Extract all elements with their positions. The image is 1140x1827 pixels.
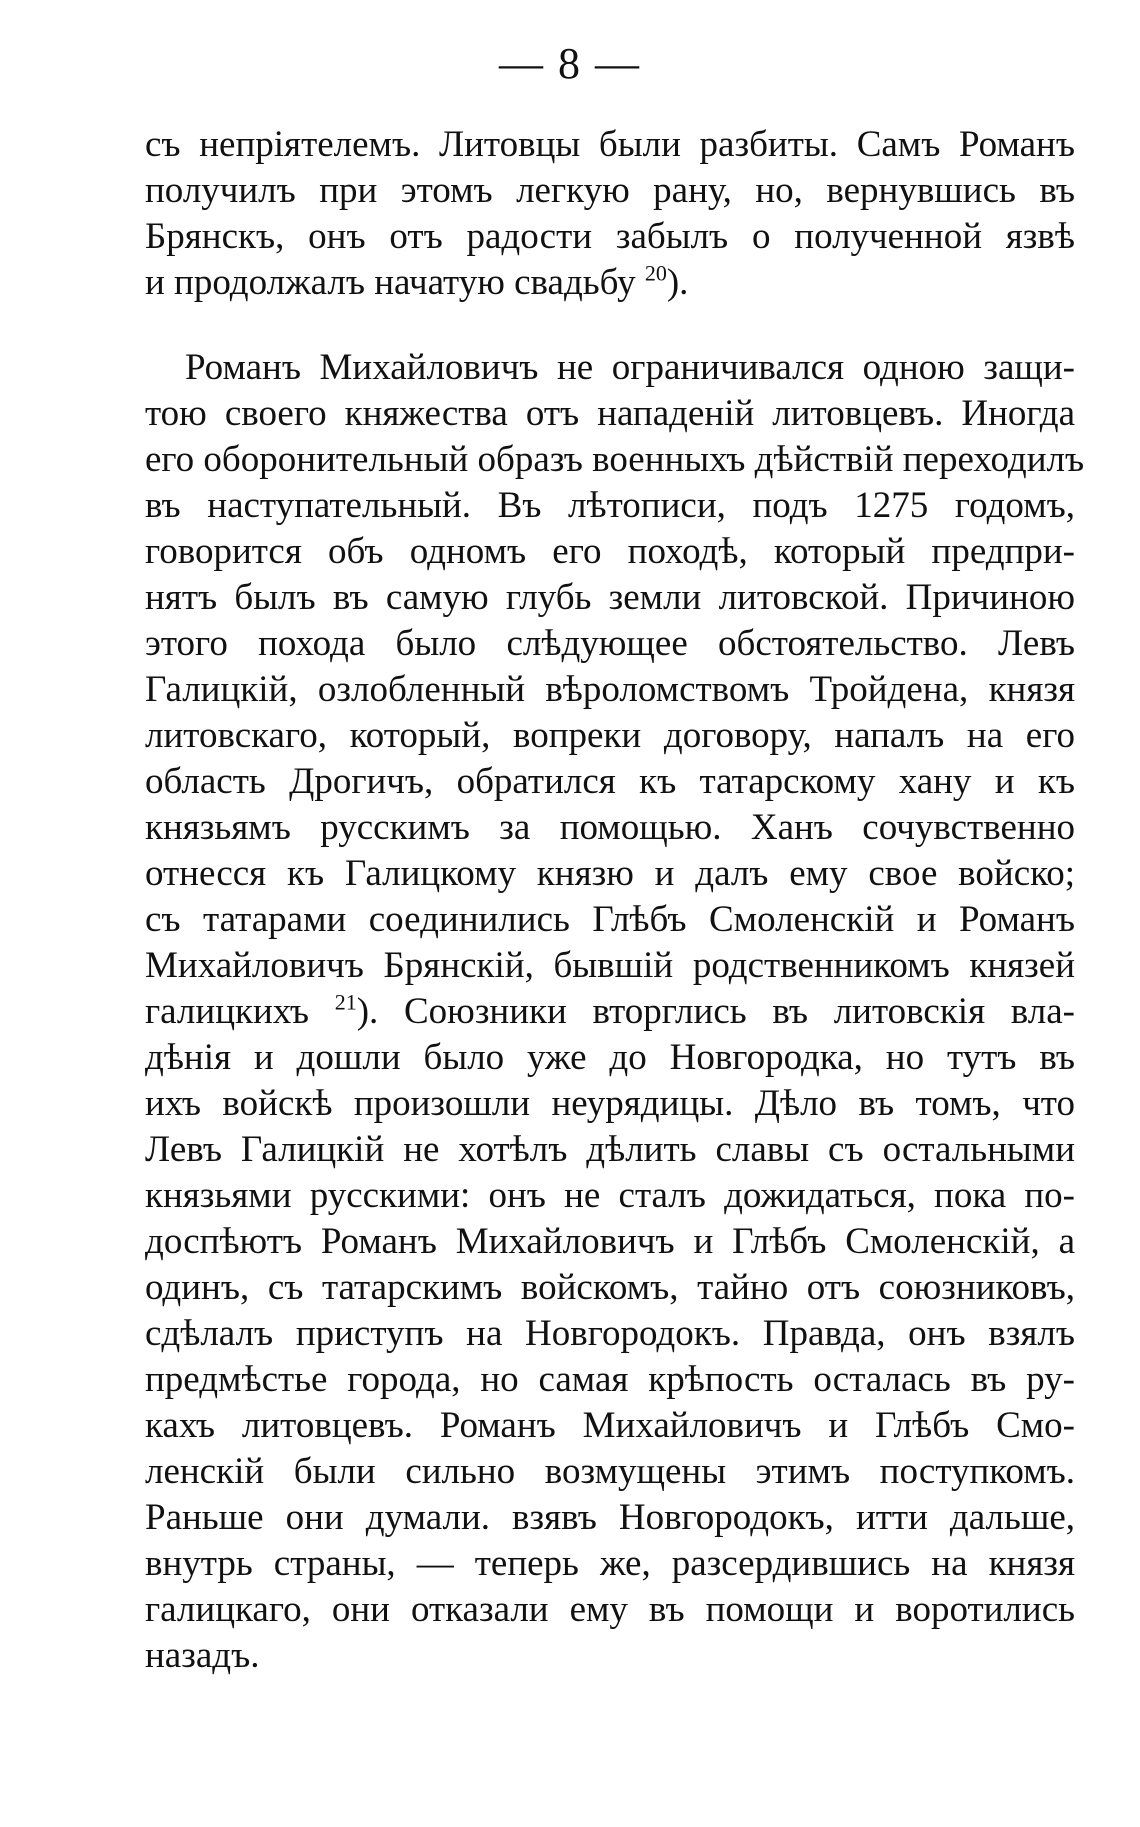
text-line: князьямъ русскимъ за помощью. Ханъ сочувственно (145, 807, 1075, 848)
text-segment: галицкихъ (145, 991, 309, 1032)
text-line: ленскій были сильно возмущены этимъ поступкомъ. (145, 1451, 1075, 1492)
paragraph-1 (145, 122, 1075, 306)
text-segment: и продолжалъ начатую свадьбу (145, 262, 636, 303)
footnote-reference: 21 (334, 989, 357, 1015)
text-line: Брянскъ, онъ отъ радости забылъ о полученной язвѣ (145, 216, 1075, 257)
text-line: въ наступательный. Въ лѣтописи, подъ 1275 годомъ, (145, 485, 1075, 526)
text-line (145, 989, 1075, 1035)
text-line: предмѣстье города, но самая крѣпость осталась въ ру- (145, 1359, 1075, 1400)
text-line: съ непріятелемъ. Литовцы были разбиты. Самъ Романъ (145, 124, 1075, 165)
text-line: получилъ при этомъ легкую рану, но, вернувшись въ (145, 170, 1075, 211)
text-line: нятъ былъ въ самую глубь земли литовской. Причиною (145, 577, 1075, 618)
text-line: этого похода было слѣдующее обстоятельство. Левъ (145, 623, 1075, 664)
text-line: ихъ войскѣ произошли неурядицы. Дѣло въ томъ, что (145, 1083, 1075, 1124)
text-line: князьями русскими: онъ не сталъ дожидаться, пока по- (145, 1175, 1075, 1216)
footnote-reference: 20 (644, 260, 667, 286)
text-line: тою своего княжества отъ нападеній литовцевъ. Иногда (145, 393, 1075, 434)
text-line: сдѣлалъ приступъ на Новгородокъ. Правда, онъ взялъ (145, 1313, 1075, 1354)
text-line: Левъ Галицкій не хотѣлъ дѣлить славы съ остальными (145, 1129, 1075, 1170)
text-line: Михайловичъ Брянскій, бывшій родственникомъ князей (145, 945, 1075, 986)
paragraph-2 (145, 345, 1085, 1679)
text-segment: ). Союзники вторглись въ литовскія вла- (356, 991, 1076, 1032)
text-line: внутрь страны, — теперь же, разсердившись на князя (145, 1543, 1075, 1584)
text-segment: ). (666, 262, 689, 303)
text-line: галицкаго, они отказали ему въ помощи и воротились (145, 1589, 1075, 1630)
text-line: съ татарами соединились Глѣбъ Смоленскій и Романъ (145, 899, 1075, 940)
text-line: отнесся къ Галицкому князю и далъ ему свое войско; (145, 853, 1075, 894)
text-line: кахъ литовцевъ. Романъ Михайловичъ и Глѣбъ Смо- (145, 1405, 1075, 1446)
text-line: говорится объ одномъ его походѣ, который предпри- (145, 531, 1075, 572)
text-line: Раньше они думали. взявъ Новгородокъ, итти дальше, (145, 1497, 1075, 1538)
text-line: назадъ. (145, 1635, 260, 1676)
text-line: одинъ, съ татарскимъ войскомъ, тайно отъ союзниковъ, (145, 1267, 1075, 1308)
text-line: дѣнія и дошли было уже до Новгородка, но тутъ въ (145, 1037, 1075, 1078)
text-line: Романъ Михайловичъ не ограничивался одною защи- (185, 347, 1075, 388)
text-line: область Дрогичъ, обратился къ татарскому хану и къ (145, 761, 1075, 802)
text-line (145, 260, 1075, 306)
text-line: Галицкій, озлобленный вѣроломствомъ Тройдена, князя (145, 669, 1075, 710)
text-line: его оборонительный образъ военныхъ дѣйствій переходилъ (145, 439, 1085, 480)
text-line: доспѣютъ Романъ Михайловичъ и Глѣбъ Смоленскій, а (145, 1221, 1075, 1262)
page-number: — 8 — (499, 39, 641, 88)
text-line: литовскаго, который, вопреки договору, напалъ на его (145, 715, 1075, 756)
